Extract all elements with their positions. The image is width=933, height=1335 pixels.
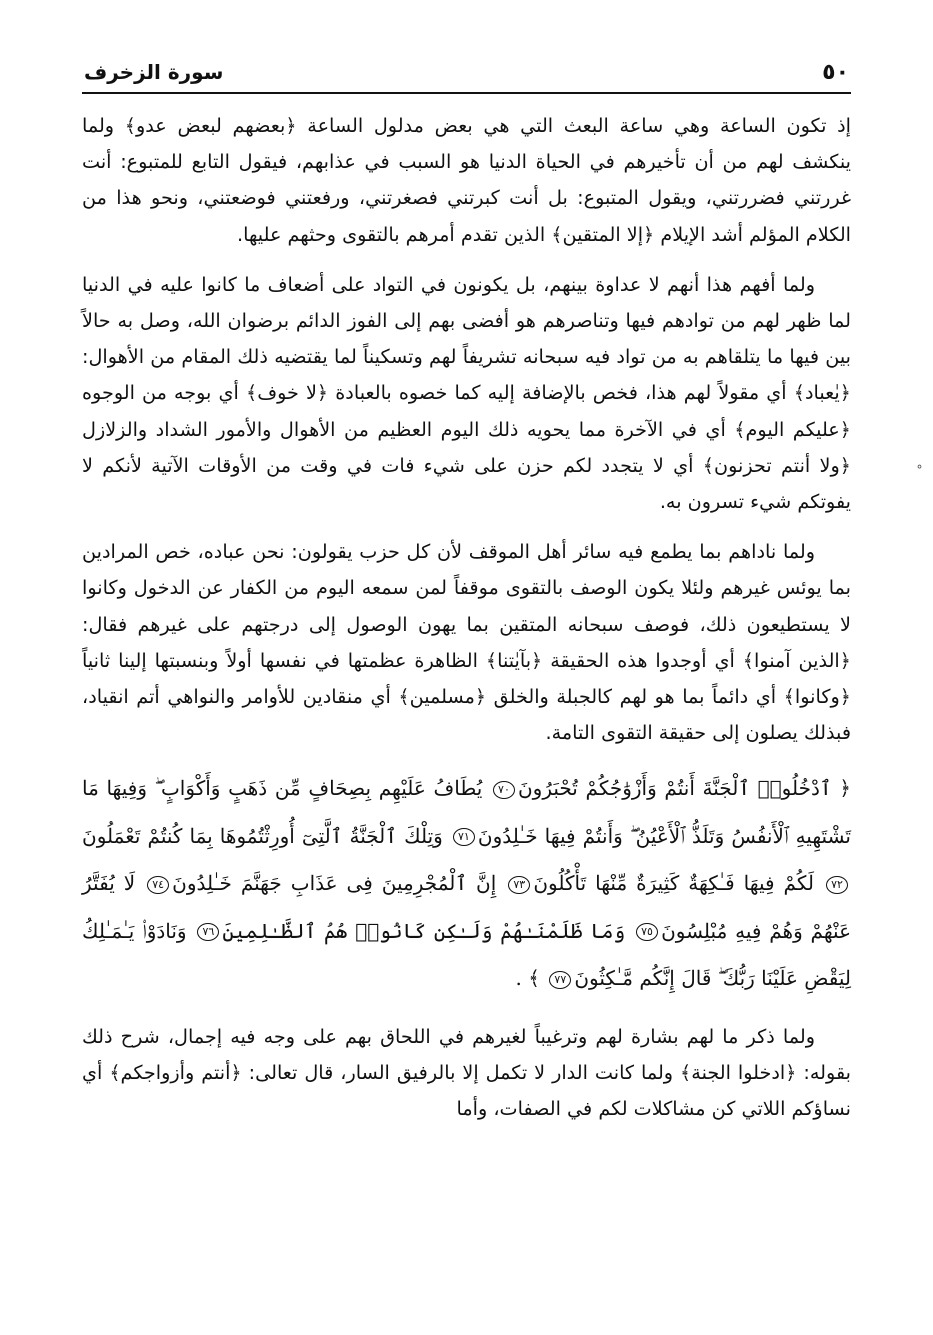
verse-number-70: ٧٠	[493, 781, 515, 799]
surah-title: سورة الزخرف	[84, 60, 224, 84]
verse-text-76: وَمَا ظَلَمْنَـٰهُمْ وَلَـٰكِن كَانُوا۟ هُمُ ٱلظَّـٰلِمِينَ	[222, 918, 626, 943]
margin-mark: ˚	[916, 465, 923, 481]
quran-end-mark: .	[515, 966, 522, 991]
paragraph-1: إذ تكون الساعة وهي ساعة البعث التي هي بعض مدلول الساعة ﴿بعضهم لبعض عدو﴾ ولما ينكشف لهم من أن تأخيرهم في الحياة الدنيا هو السبب في عذابهم، فيقول التابع للمتبوع: أنت غررتني فضررتني، ويقول المتبوع: بل أنت كبرتني فصغرتني، ورفعتني فوضعتني، ونحو هذا من الكلام المؤلم أشد الإيلام ﴿إلا المتقين﴾ الذين تقدم أمرهم بالتقوى وحثهم عليها.	[82, 114, 851, 246]
quran-block	[82, 765, 851, 1003]
quran-open-bracket: ﴿	[839, 776, 852, 801]
verse-text-77: وَنَادَوْا۟ يَـٰمَـٰلِكُ لِيَقْضِ عَلَيْنَا رَبُّكَ ۖ قَالَ إِنَّكُم مَّـٰكِثُونَ	[82, 918, 851, 991]
verse-number-77: ٧٧	[549, 971, 571, 989]
verse-number-75: ٧٥	[636, 923, 658, 941]
verse-text-72: وَتِلْكَ ٱلْجَنَّةُ ٱلَّتِىٓ أُورِثْتُمُوهَا بِمَا كُنتُمْ تَعْمَلُونَ	[82, 823, 443, 848]
verse-text-70: ٱدْخُلُوا۟ ٱلْجَنَّةَ أَنتُمْ وَأَزْوَٰجُكُمْ تُحْبَرُونَ	[517, 776, 832, 801]
verse-number-74: ٧٤	[147, 876, 169, 894]
quran-close-bracket: ﴾	[528, 966, 540, 991]
paragraph-4: ولما ذكر ما لهم بشارة لهم وترغيباً لغيرهم في اللحاق بهم على وجه فيه إجمال، شرح ذلك بقوله: ﴿ادخلوا الجنة﴾ ولما كانت الدار لا تكمل إلا بالرفيق السار، قال تعالى: ﴿أنتم وأزواجكم﴾ أي نساؤكم اللاتي كن مشاكلات لكم في الصفات، وأما	[82, 1024, 851, 1121]
paragraph-3: ولما ناداهم بما يطمع فيه سائر أهل الموقف لأن كل حزب يقولون: نحن عباده، خص المرادين بما يوئس غيرهم ولئلا يكون الوصف بالتقوى موقفاً لمن سمعه اليوم من الكفار عن الدخول وكانوا لا يستطيعون ذلك، فوصف سبحانه المتقين بما يهون الوصول إلى درجتهم على غيرهم فقال: ﴿الذين آمنوا﴾ أي أوجدوا هذه الحقيقة ﴿بآيٰتنا﴾ الظاهرة عظمتها في نفسها أولاً وبنسبتها إلينا ثانياً ﴿وكانوا﴾ أي دائماً بما هو لهم كالجبلة والخلق ﴿مسلمين﴾ أي منقادين للأوامر والنواهي أتم انقياد، فبذلك يصلون إلى حقيقة التقوى التامة.	[82, 540, 851, 745]
verse-text-73: لَكُمْ فِيهَا فَـٰكِهَةٌ كَثِيرَةٌ مِّنْهَا تَأْكُلُونَ	[533, 871, 815, 896]
verse-number-72: ٧٢	[826, 876, 848, 894]
page-body	[82, 108, 851, 1142]
verse-number-76: ٧٦	[197, 923, 219, 941]
verse-text-71: يُطَافُ عَلَيْهِم بِصِحَافٍ مِّن ذَهَبٍ وَأَكْوَابٍ ۖ وَفِيهَا مَا تَشْتَهِيهِ ٱلْأَنفُسُ وَتَلَذُّ ٱلْأَعْيُنُ ۖ وَأَنتُمْ فِيهَا خَـٰلِدُونَ	[82, 776, 851, 848]
verse-text-75: لَا يُفَتَّرُ عَنْهُمْ وَهُمْ فِيهِ مُبْلِسُونَ	[82, 871, 852, 943]
header-rule	[82, 92, 851, 94]
page-number: ٥٠	[822, 60, 849, 85]
paragraph-2: ولما أفهم هذا أنهم لا عداوة بينهم، بل يكونون في التواد على أضعاف ما كانوا عليه في الدنيا لما ظهر لهم من توادهم فيها وتناصرهم هو أفضى بهم إلى الفوز الدائم برضوان الله، وصل به حالاً بين فيها ما يتلقاهم به من تواد فيه سبحانه تشريفاً لهم وتسكيناً لما يقتضيه ذلك المقام من الأهوال: ﴿يٰعباد﴾ أي مقولاً لهم هذا، فخص بالإضافة إليه كما خصوه بالعبادة ﴿لا خوف﴾ أي بوجه من الوجوه ﴿عليكم اليوم﴾ أي في الآخرة مما يحويه ذلك اليوم العظيم من الأهوال والأمور الشداد والزلازل ﴿ولا أنتم تحزنون﴾ أي لا يتجدد لكم حزن على شيء فات في وقت من الأوقات الآتية لأنكم لا يفوتكم شيء تسرون به.	[82, 272, 851, 514]
verse-number-71: ٧١	[453, 828, 475, 846]
page-header	[82, 58, 851, 94]
verse-text-74: إِنَّ ٱلْمُجْرِمِينَ فِى عَذَابِ جَهَنَّمَ خَـٰلِدُونَ	[172, 871, 497, 896]
verse-number-73: ٧٣	[508, 876, 530, 894]
